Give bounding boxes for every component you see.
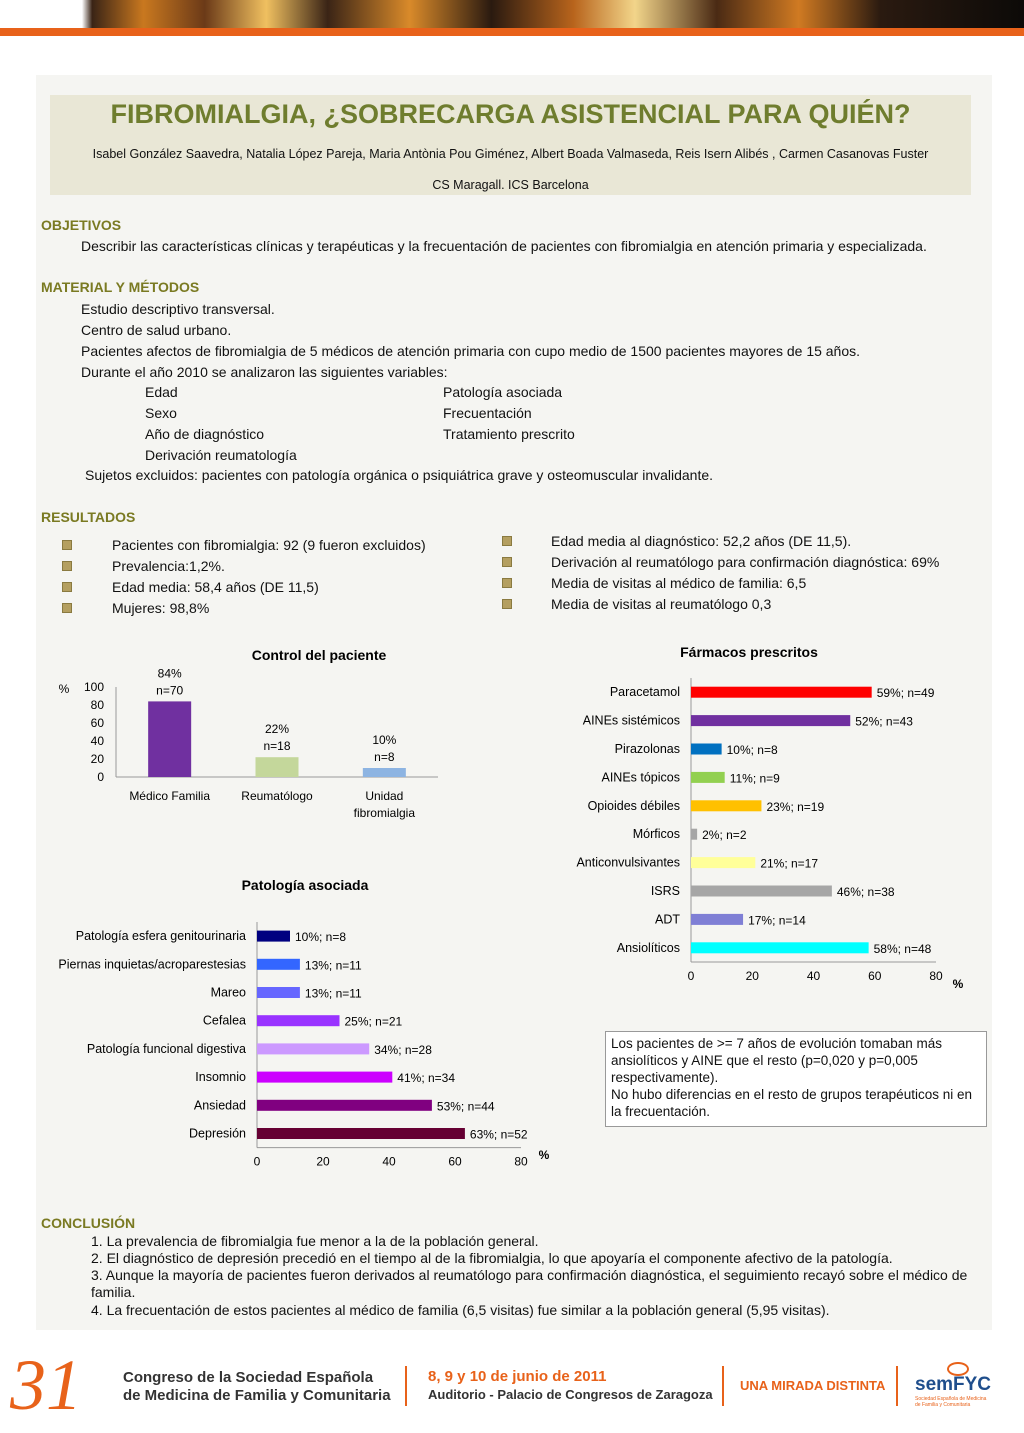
congress-name-line1: Congreso de la Sociedad Española	[123, 1369, 374, 1386]
note-box	[605, 1031, 987, 1127]
category-label: AINEs sistémicos	[582, 713, 680, 728]
category-label: Unidad	[365, 789, 404, 803]
control-chart	[50, 640, 450, 830]
note-line: No hubo diferencias en el resto de grupos terapéuticos ni en la frecuentación.	[611, 1087, 972, 1119]
y-axis-label: %	[58, 682, 70, 696]
category-label: Ansiedad	[193, 1098, 246, 1113]
metodos-line: Pacientes afectos de fibromialgia de 5 médicos de atención primaria con cupo medio de 1500 pacientes mayores de 15 años.	[81, 343, 861, 359]
header-accent-line	[0, 28, 1024, 36]
note-line: Los pacientes de >= 7 años de evolución tomaban más ansiolíticos y AINE que el resto (p=0,020 y p=0,005 respectivamente).	[611, 1036, 942, 1085]
variable-item: Año de diagnóstico	[145, 426, 265, 442]
data-label: 10%; n=8	[295, 930, 347, 945]
x-tick-label: 0	[253, 1154, 261, 1169]
data-label: 41%; n=34	[397, 1071, 456, 1086]
header-banner-image	[0, 0, 1024, 28]
chart-title: Fármacos prescritos	[680, 644, 818, 660]
footer-divider	[405, 1366, 407, 1406]
bar	[691, 914, 743, 925]
title-box	[50, 95, 971, 195]
x-axis-label: %	[538, 1148, 550, 1162]
patologia-chart	[45, 872, 565, 1172]
data-label: 10%; n=8	[726, 743, 778, 757]
data-label: 53%; n=44	[436, 1099, 495, 1114]
category-label: Insomnio	[195, 1070, 246, 1085]
bar	[691, 942, 869, 953]
category-label: Cefalea	[202, 1013, 246, 1028]
bar	[691, 744, 722, 755]
variable-item: Frecuentación	[443, 405, 532, 421]
bar	[257, 987, 300, 998]
metodos-line: Durante el año 2010 se analizaron las siguientes variables:	[81, 364, 448, 380]
bullet-icon	[62, 540, 72, 550]
x-tick-label: 60	[868, 969, 882, 983]
bar	[691, 886, 832, 897]
variable-item: Edad	[145, 384, 178, 400]
y-tick-label: 0	[97, 770, 104, 784]
data-label: 10%	[372, 733, 397, 747]
bar	[691, 829, 697, 840]
category-label: fibromialgia	[353, 806, 416, 820]
bar	[257, 1072, 392, 1083]
data-label: 63%; n=52	[469, 1127, 528, 1142]
result-item: Derivación al reumatólogo para confirmación diagnóstica: 69%	[551, 554, 940, 570]
category-label: Patología funcional digestiva	[86, 1041, 246, 1056]
data-label: n=18	[263, 739, 291, 754]
x-tick-label: 80	[514, 1154, 528, 1169]
category-label: Ansiolíticos	[616, 940, 680, 955]
y-tick-label: 60	[90, 716, 104, 730]
bar	[257, 931, 290, 942]
x-tick-label: 0	[687, 969, 695, 983]
bar	[257, 1128, 465, 1139]
data-label: n=8	[374, 750, 395, 764]
variable-item: Derivación reumatología	[145, 447, 297, 463]
category-label: Patología esfera genitourinaria	[75, 929, 246, 944]
semfyc-logo: semFYC	[915, 1374, 992, 1395]
y-tick-label: 20	[90, 752, 104, 766]
category-label: Paracetamol	[609, 685, 680, 700]
data-label: 21%; n=17	[760, 856, 819, 871]
data-label: 58%; n=48	[873, 941, 932, 956]
bullet-icon	[502, 536, 512, 546]
category-label: Opioides débiles	[587, 798, 680, 813]
bar	[148, 701, 191, 777]
bar	[257, 959, 300, 970]
metodos-line: Estudio descriptivo transversal.	[81, 301, 275, 317]
category-label: ISRS	[650, 884, 680, 898]
category-label: AINEs tópicos	[601, 770, 680, 785]
category-label: Piernas inquietas/acroparestesias	[58, 957, 246, 972]
data-label: 46%; n=38	[836, 885, 895, 899]
variable-item: Sexo	[145, 405, 177, 421]
result-item: Edad media al diagnóstico: 52,2 años (DE 11,5).	[551, 533, 852, 549]
bar	[691, 687, 872, 698]
objetivos-text: Describir las características clínicas y terapéuticas y la frecuentación de pacientes con fibromialgia en atención primaria y especializada.	[81, 238, 927, 254]
bar	[363, 768, 406, 777]
poster-title: FIBROMIALGIA, ¿SOBRECARGA ASISTENCIAL PARA QUIÉN?	[110, 99, 911, 129]
x-tick-label: 20	[316, 1154, 330, 1169]
bullet-icon	[502, 578, 512, 588]
category-label: Pirazolonas	[614, 742, 680, 756]
data-label: 22%	[264, 722, 290, 737]
farmacos-chart	[560, 640, 980, 1000]
bullet-icon	[62, 603, 72, 613]
conclusion-item: 2. El diagnóstico de depresión precedió en el tiempo al de la fibromialgia, lo que apoyaría el componente afectivo de la patología.	[91, 1250, 893, 1266]
result-item: Prevalencia:1,2%.	[112, 558, 225, 574]
x-axis-label: %	[952, 977, 964, 991]
excluded-text: Sujetos excluidos: pacientes con patología orgánica o psiquiátrica grave y osteomuscular invalidante.	[85, 467, 714, 483]
bar	[691, 772, 725, 783]
bullet-icon	[502, 599, 512, 609]
data-label: 52%; n=43	[855, 714, 913, 729]
category-label: Anticonvulsivantes	[576, 855, 680, 870]
conclusion-item: 4. La frecuentación de estos pacientes al médico de familia (6,5 visitas) fue similar a la población general (5,95 visitas).	[91, 1302, 830, 1318]
footer-divider	[722, 1366, 724, 1406]
data-label: n=70	[156, 683, 184, 698]
data-label: 23%; n=19	[766, 799, 825, 814]
footer-divider	[896, 1366, 898, 1406]
data-label: 34%; n=28	[374, 1042, 432, 1057]
bar	[256, 757, 299, 777]
x-tick-label: 60	[448, 1154, 462, 1169]
data-label: 25%; n=21	[344, 1014, 403, 1029]
bar	[691, 800, 761, 811]
conclusion-heading: CONCLUSIÓN	[41, 1215, 136, 1231]
chart-title: Patología asociada	[241, 877, 369, 893]
congress-name-line2: de Medicina de Familia y Comunitaria	[123, 1387, 391, 1404]
congress-venue: Auditorio - Palacio de Congresos de Zaragoza	[428, 1387, 713, 1402]
data-label: 2%; n=2	[702, 828, 747, 843]
data-label: 59%; n=49	[876, 686, 935, 701]
variable-item: Tratamiento prescrito	[443, 426, 575, 442]
chart-title: Control del paciente	[251, 647, 387, 663]
bullet-icon	[62, 561, 72, 571]
bar	[257, 1015, 340, 1026]
bar	[257, 1100, 432, 1111]
result-item: Mujeres: 98,8%	[112, 600, 210, 616]
data-label: 84%	[157, 666, 182, 681]
bullet-icon	[62, 582, 72, 592]
bar	[691, 715, 850, 726]
y-tick-label: 40	[90, 734, 104, 748]
bar	[691, 857, 755, 868]
x-tick-label: 40	[806, 969, 821, 983]
y-tick-label: 80	[90, 698, 104, 712]
category-label: Mareo	[210, 985, 246, 1000]
variable-item: Patología asociada	[443, 384, 563, 400]
x-tick-label: 20	[745, 969, 759, 983]
category-label: Reumatólogo	[241, 789, 313, 803]
bar	[257, 1043, 369, 1054]
congress-dates: 8, 9 y 10 de junio de 2011	[428, 1368, 607, 1385]
metodos-line: Centro de salud urbano.	[81, 322, 232, 338]
result-item: Pacientes con fibromialgia: 92 (9 fueron excluidos)	[112, 537, 426, 553]
semfyc-subtitle: Sociedad Española de Medicina	[915, 1396, 987, 1402]
objetivos-heading: OBJETIVOS	[41, 217, 122, 233]
bullet-icon	[502, 557, 512, 567]
result-item: Media de visitas al médico de familia: 6,5	[551, 575, 807, 591]
y-tick-label: 100	[83, 680, 104, 694]
conclusion-item: 3. Aunque la mayoría de pacientes fueron derivados al reumatólogo para confirmación diagnóstica, el seguimiento recayó sobre el médico de familia.	[91, 1267, 968, 1300]
data-label: 13%; n=11	[304, 986, 362, 1001]
affiliation: CS Maragall. ICS Barcelona	[432, 178, 589, 192]
authors: Isabel González Saavedra, Natalia López Pareja, Maria Antònia Pou Giménez, Albert Boada Valmaseda, Reis Isern Alibés , Carmen Casanovas Fuster	[92, 147, 929, 161]
data-label: 17%; n=14	[748, 913, 806, 928]
congress-number: 31	[10, 1345, 82, 1425]
conclusion-item: 1. La prevalencia de fibromialgia fue menor a la de la población general.	[91, 1233, 539, 1249]
result-item: Edad media: 58,4 años (DE 11,5)	[112, 579, 319, 595]
footer	[0, 1345, 1024, 1433]
result-item: Media de visitas al reumatólogo 0,3	[551, 596, 772, 612]
data-label: 11%; n=9	[729, 771, 780, 786]
congress-slogan: UNA MIRADA DISTINTA	[740, 1378, 886, 1393]
category-label: Médico Familia	[129, 789, 211, 803]
category-label: ADT	[655, 912, 680, 927]
category-label: Depresión	[189, 1126, 246, 1141]
category-label: Mórficos	[632, 827, 680, 842]
semfyc-subtitle: de Familia y Comunitaria	[915, 1402, 971, 1408]
metodos-heading: MATERIAL Y MÉTODOS	[41, 279, 200, 295]
resultados-heading: RESULTADOS	[41, 509, 136, 525]
x-tick-label: 40	[382, 1154, 396, 1169]
x-tick-label: 80	[929, 969, 943, 983]
data-label: 13%; n=11	[304, 958, 362, 973]
